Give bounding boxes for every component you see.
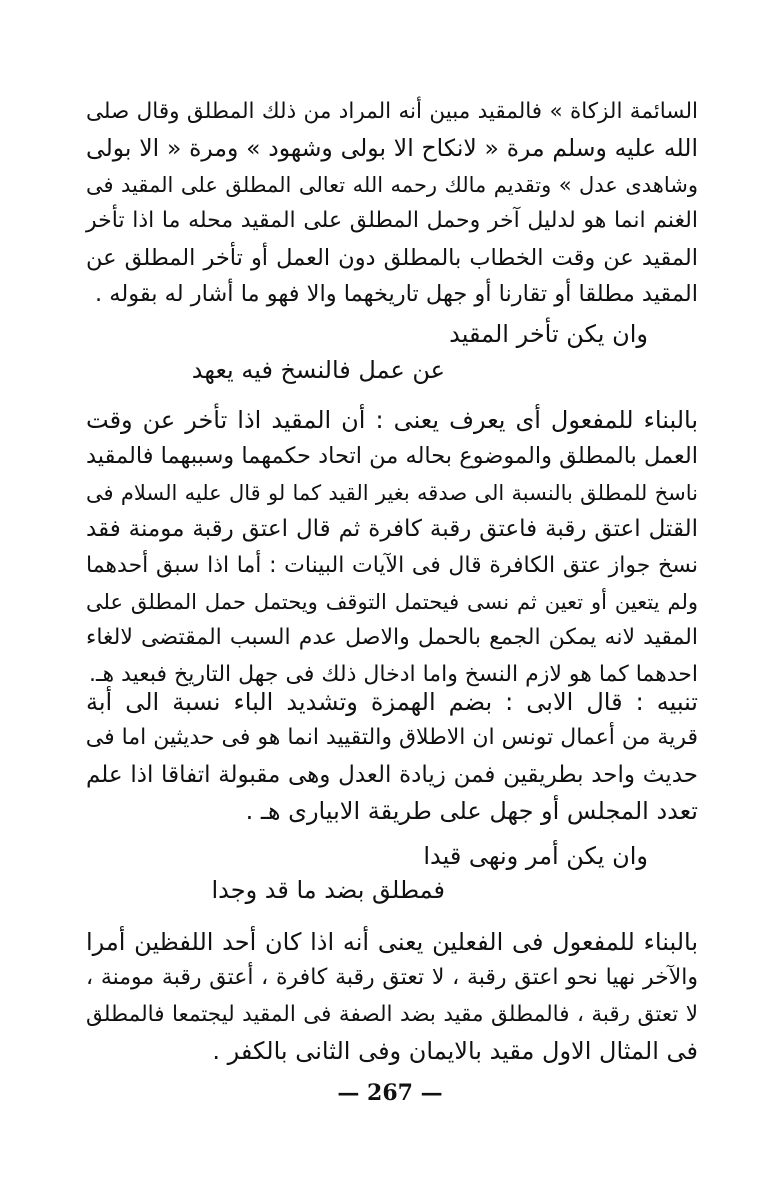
text-line: قرية من أعمال تونس ان الاطلاق والتقييد انما هو فى حديثين اما فى (85, 725, 698, 751)
text-line: المقيد عن وقت الخطاب بالمطلق دون العمل أو تأخر المطلق عن (86, 244, 698, 271)
text-line: المقيد لانه يمكن الجمع بالحمل والاصل عدم السبب المقتضى لالغاء (86, 625, 698, 651)
verse-2-hemistich-1: وان يكن أمر ونهى قيدا (423, 842, 648, 870)
text-line: تعدد المجلس أو جهل على طريقة الابيارى هـ . (245, 797, 698, 826)
text-line: بالبناء للمفعول فى الفعلين يعنى أنه اذا كان أحد اللفظين أمرا (86, 928, 698, 956)
text-line: ناسخ للمطلق بالنسبة الى صدقه بغير القيد كما لو قال عليه السلام فى (86, 480, 698, 505)
text-line: العمل بالمطلق والموضوع بحاله من اتحاد حكمهما وسببهما فالمقيد (86, 443, 698, 470)
text-line: تنبيه : قال الابى : بضم الهمزة وتشديد الباء نسبة الى أبة (86, 688, 698, 716)
text-line: الغنم انما هو لدليل آخر وحمل المطلق على المقيد محله ما اذا تأخر (86, 208, 698, 234)
text-line: حديث واحد بطريقين فمن زيادة العدل وهى مقبولة اتفاقا اذا علم (86, 761, 698, 788)
text-line: وشاهدى عدل » وتقديم مالك رحمه الله تعالى المطلق على المقيد فى (86, 172, 698, 197)
text-line: نسخ جواز عتق الكافرة قال فى الآيات البينات : أما اذا سبق أحدهما (86, 552, 698, 578)
page-number: — 267 — (337, 1080, 443, 1106)
paragraph-3 (86, 684, 698, 830)
verse-1-hemistich-1: وان يكن تأخر المقيد (449, 320, 648, 348)
text-line: فى المثال الاول مقيد بالايمان وفى الثانى بالكفر . (212, 1037, 698, 1066)
text-line: ولم يتعين أو تعين ثم نسى فيحتمل التوقف ويحتمل حمل المطلق على (86, 590, 698, 615)
text-line: الله عليه وسلم مرة « لانكاح الا بولى وشهود » ومرة « الا بولى (86, 134, 698, 163)
paragraph-2 (86, 402, 698, 693)
text-line: المقيد مطلقا أو تقارنا أو جهل تاريخهما والا فهو ما أشار له بقوله . (95, 281, 698, 308)
paragraph-1 (86, 94, 698, 312)
text-line: القتل اعتق رقبة فاعتق رقبة كافرة ثم قال اعتق رقبة مومنة فقد (86, 516, 698, 543)
text-line: احدهما كما هو لازم النسخ واما ادخال ذلك فى جهل التاريخ فبعيد هـ. (89, 661, 698, 687)
verse-2-hemistich-2: فمطلق بضد ما قد وجدا (211, 876, 445, 904)
text-line: لا تعتق رقبة ، فالمطلق مقيد بضد الصفة فى المقيد ليجتمعا فالمطلق (86, 1001, 698, 1027)
text-line: السائمة الزكاة » فالمقيد مبين أنه المراد من ذلك المطلق وقال صلى (86, 99, 698, 124)
paragraph-4 (86, 924, 698, 1070)
verse-1-hemistich-2: عن عمل فالنسخ فيه يعهد (191, 356, 445, 384)
text-line: بالبناء للمفعول أى يعرف يعنى : أن المقيد اذا تأخر عن وقت (86, 406, 698, 434)
text-line: والآخر نهيا نحو اعتق رقبة ، لا تعتق رقبة كافرة ، أعتق رقبة مومنة ، (86, 965, 698, 991)
